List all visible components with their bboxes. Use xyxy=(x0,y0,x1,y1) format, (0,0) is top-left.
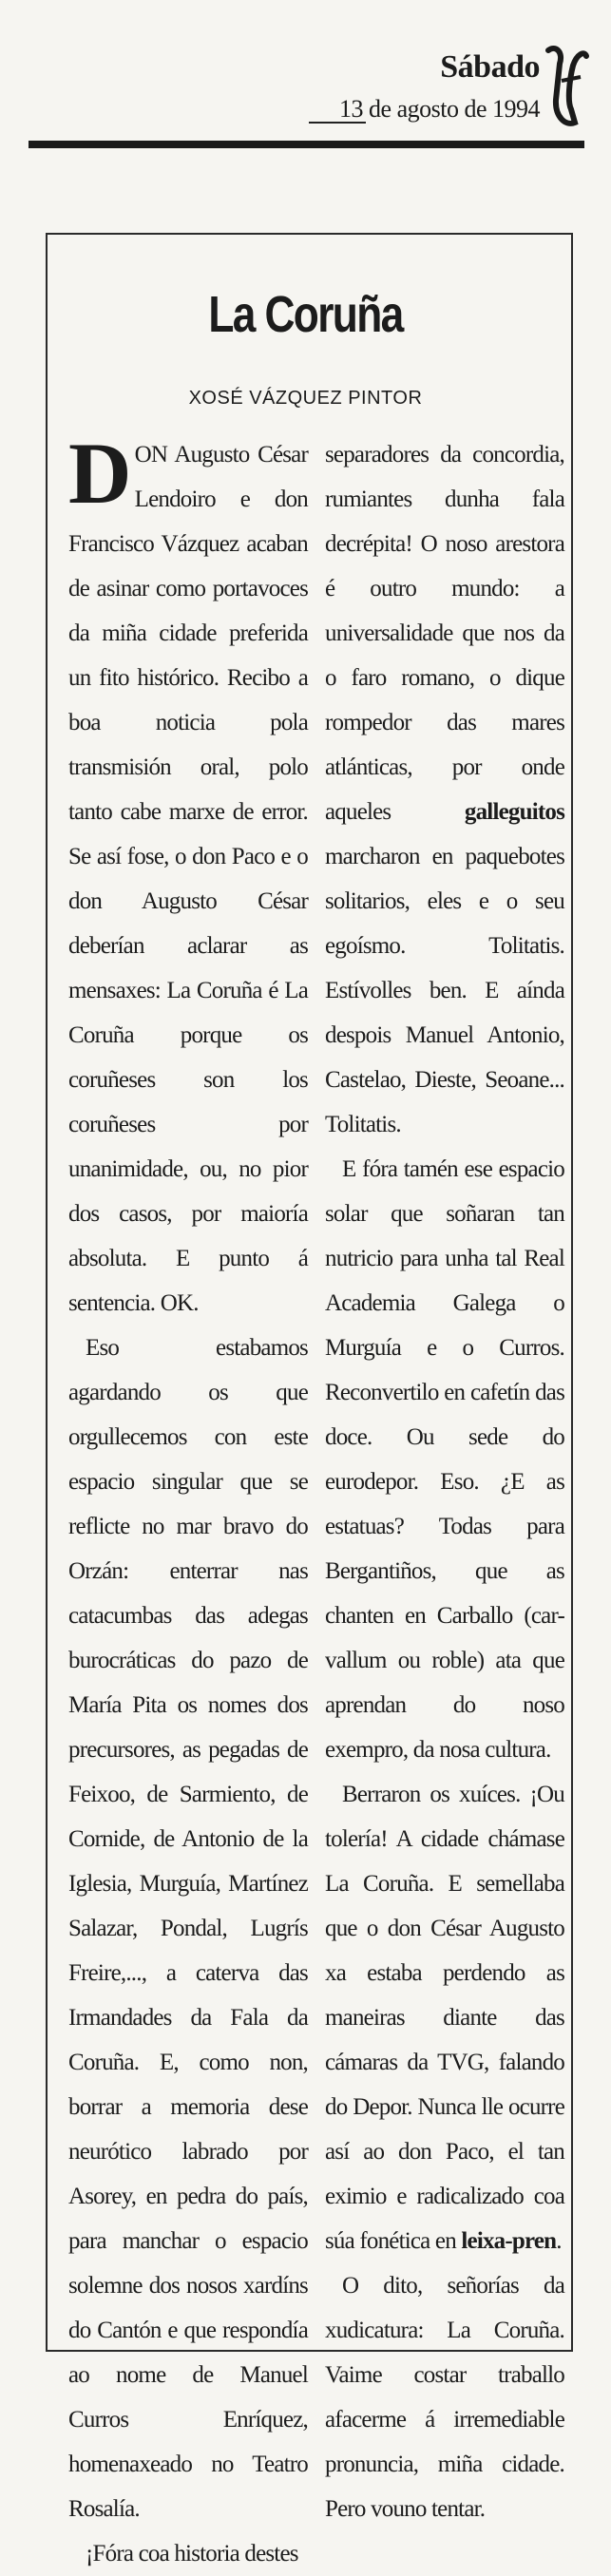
emphasis-text: leixa-pren xyxy=(461,2228,557,2254)
article-column-right xyxy=(325,432,564,2522)
paragraph-text: Berraron os xuíces. ¡Ou tolería! A cidade chámase La Coruña. E semellaba que o don César Augusto xa estaba perdendo as maneiras diante das cámaras da TVG, falando do Depor. Nunca lle ocurre así ao don Paco, el tan eximio e radicalizado coa súa fonética en xyxy=(325,1782,564,2254)
paragraph xyxy=(68,425,308,1326)
paragraph-text: separadores da concordia, rumiantes dunha fala decrépita! O noso arestora é outro mundo: a universalidade que nos da o faro romano, o dique rompedor das mares atlánticas, por onde aqueles xyxy=(325,442,564,825)
paragraph: ¡Fóra coa historia destes xyxy=(86,2541,298,2566)
article-title: La Coruña xyxy=(208,286,403,343)
article-column-left xyxy=(68,425,308,2566)
paragraph-text: marcharon en paquebotes solitarios, eles e o seu egoísmo. Tolitatis. Estívolles ben. E aínda despois Manuel Antonio, Castelao, Dieste, Seoane... Tolitatis. xyxy=(325,844,564,1137)
paragraph-text: ON Augusto César Lendoiro e don Francisco Vázquez acaban de asinar como portavoces da miña cidade preferida un fito histórico. Recibo a boa noticia pola transmisión oral, polo tanto cabe marxe de error. Se así fose, o don Paco e o don Augusto César deberían aclarar as mensaxes: La Coruña é La Coruña porque os coruñeses son los coruñeses por unanimidade, ou, no pior dos casos, por maioría absoluta. E punto á sentencia. OK. xyxy=(68,442,308,1316)
article-byline: XOSÉ VÁZQUEZ PINTOR xyxy=(188,388,423,409)
issue-day: Sábado xyxy=(440,49,540,85)
paragraph: Eso estabamos agardando os que orgullecemos con este espacio singular que se reflicte no mar bravo do Orzán: enterrar nas catacumbas das adegas burocráticas do pazo de María Pita os nomes dos precursores, as pegadas de Feixoo, de Sarmiento, de Cornide, de Antonio de la Iglesia, Murguía, Martínez Salazar, Pondal, Lugrís Freire,..., a caterva das Irmandades da Fala da Coruña. E, como non, borrar a memoria dese neurótico labrado por Asorey, en pedra do país, para manchar o espacio solemne dos nosos xardíns do Cantón e que respondía ao nome de Manuel Curros Enríquez, homenaxeado no Teatro Rosalía. xyxy=(68,1335,308,2522)
newspaper-logo-icon xyxy=(543,43,590,133)
masthead xyxy=(0,0,611,152)
paragraph: E fóra tamén ese espacio solar que soñaran tan nutricio para unha tal Real Academia Galega o Murguía e o Curros. Reconvertilo en cafetín das doce. Ou sede do eurodepor. Eso. ¿E as estatuas? Todas para Bergantiños, que as chanten en Carballo (car-vallum ou roble) ata que aprendan do noso exempro, da nosa cultura. xyxy=(325,1156,564,1763)
paragraph xyxy=(325,1772,564,2263)
paragraph-text: . xyxy=(556,2228,562,2254)
paragraph xyxy=(325,432,564,1147)
issue-date: 13 de agosto de 1994 xyxy=(339,95,540,123)
drop-cap: D xyxy=(68,425,131,522)
paragraph: O dito, señorías da xudicatura: La Coruña. Vaime costar traballo afacerme á irremediable pronuncia, miña cidade. Pero vouno tentar. xyxy=(325,2273,564,2522)
emphasis-text: galleguitos xyxy=(464,799,564,825)
header-rule xyxy=(29,141,584,148)
